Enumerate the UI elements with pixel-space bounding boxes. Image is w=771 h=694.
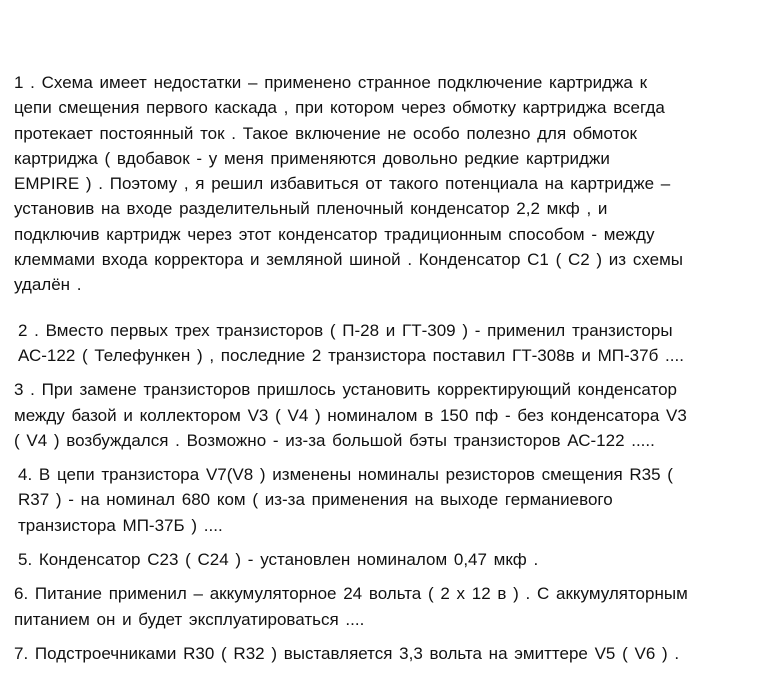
text-line: 4. В цепи транзистора V7(V8 ) изменены номиналы резисторов смещения R35 ( — [18, 465, 673, 485]
text-line: 1 . Схема имеет недостатки – применено странное подключение картриджа к — [14, 73, 648, 92]
text-line: ( V4 ) возбуждался . Возможно - из-за большой бэты транзисторов АС-122 ..... — [14, 430, 655, 450]
text-line: АС-122 ( Телефункен ) , последние 2 транзистора поставил ГТ-308в и МП-37б .... — [18, 345, 684, 365]
text-line: 7. Подстроечниками R30 ( R32 ) выставляется 3,3 вольта на эмиттере V5 ( V6 ) . — [14, 643, 680, 663]
text-line: 5. Конденсатор С23 ( С24 ) - установлен номиналом 0,47 мкф . — [18, 550, 539, 570]
text-line: транзистора МП-37Б ) .... — [18, 515, 223, 535]
paragraph-6 — [14, 581, 762, 632]
text-line: EMPIRE ) . Поэтому , я решил избавиться от такого потенциала на картридже – — [14, 174, 671, 194]
text-line: между базой и коллектором V3 ( V4 ) номиналом в 150 пф - без конденсатора V3 — [14, 405, 687, 425]
paragraph-7 — [14, 641, 762, 666]
paragraph-2 — [14, 318, 762, 369]
text-line: картриджа ( вдобавок - у меня применяются довольно редкие картриджи — [14, 148, 610, 168]
document-body — [14, 70, 762, 666]
text-line: цепи смещения первого каскада , при котором через обмотку картриджа всегда — [14, 98, 665, 118]
text-line: подключив картридж через этот конденсатор традиционным способом - между — [14, 224, 655, 244]
text-line: 6. Питание применил – аккумуляторное 24 вольта ( 2 х 12 в ) . С аккумуляторным — [14, 584, 688, 604]
paragraph-1 — [14, 70, 762, 298]
text-line: 2 . Вместо первых трех транзисторов ( П-28 и ГТ-309 ) - применил транзисторы — [18, 320, 673, 340]
text-line: R37 ) - на номинал 680 ком ( из-за применения на выходе германиевого — [18, 490, 613, 510]
paragraph-5 — [14, 547, 762, 572]
text-line: питанием он и будет эксплуатироваться .... — [14, 609, 365, 629]
text-line: 3 . При замене транзисторов пришлось установить корректирующий конденсатор — [14, 380, 677, 400]
text-line: удалён . — [14, 275, 82, 295]
text-line: установив на входе разделительный пленочный конденсатор 2,2 мкф , и — [14, 199, 608, 219]
text-line: клеммами входа корректора и земляной шиной . Конденсатор С1 ( С2 ) из схемы — [14, 250, 683, 270]
paragraph-3 — [14, 377, 762, 453]
text-line: протекает постоянный ток . Такое включение не особо полезно для обмоток — [14, 123, 637, 143]
paragraph-4 — [14, 462, 762, 538]
